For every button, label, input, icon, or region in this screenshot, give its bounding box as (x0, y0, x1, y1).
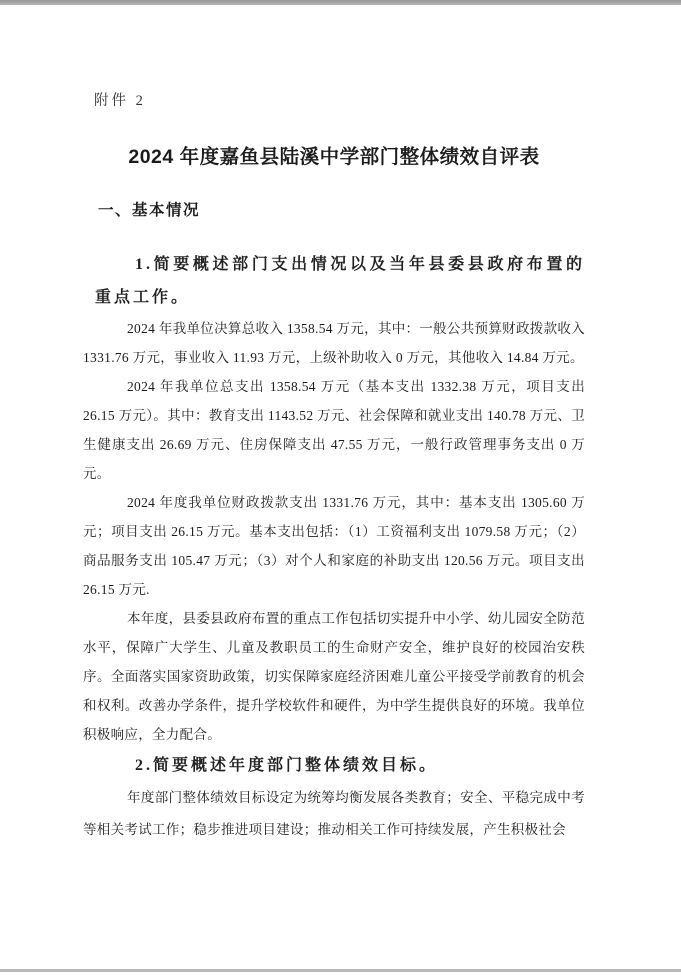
paragraph-fiscal-allocation: 2024 年度我单位财政拨款支出 1331.76 万元，其中：基本支出 1305.60 万元；项目支出 26.15 万元。基本支出包括：（1）工资福利支出 1079.58 万元；（2）商品服务支出 105.47 万元；（3）对个人和家庭的补助支出 120.56 万元。项目支出 26.15 万元. (83, 495, 585, 597)
paragraph-performance-goals: 年度部门整体绩效目标设定为统筹均衡发展各类教育；安全、平稳完成中考等相关考试工作；稳步推进项目建设；推动相关工作可持续发展，产生积极社会 (83, 790, 585, 837)
paragraph-key-tasks: 本年度，县委县政府布置的重点工作包括切实提升中小学、幼儿园安全防范水平，保障广大学生、儿童及教职员工的生命财产安全，维护良好的校园治安秩序。全面落实国家资助政策，切实保障家庭经济困难儿童公平接受学前教育的机会和权利。改善办学条件，提升学校软件和硬件，为中学生提供良好的环境。我单位积极响应，全力配合。 (83, 611, 585, 742)
subheading-expenditure-overview: 1.简要概述部门支出情况以及当年县委县政府布置的重点工作。 (95, 256, 585, 306)
paragraph-total-revenue: 2024 年我单位决算总收入 1358.54 万元，其中：一般公共预算财政拨款收入 1331.76 万元，事业收入 11.93 万元，上级补助收入 0 万元，其他收入 14.84 万元。 (83, 321, 585, 365)
subheading-performance-goals: 2.简要概述年度部门整体绩效目标。 (135, 757, 439, 774)
attachment-label: 附件 2 (94, 93, 146, 109)
paragraph-total-expenditure: 2024 年我单位总支出 1358.54 万元（基本支出 1332.38 万元，项目支出 26.15 万元）。其中：教育支出 1143.52 万元、社会保障和就业支出 140.78 万元、卫生健康支出 26.69 万元、住房保障支出 47.55 万元，一般行政管理事务支出 0 万元。 (83, 379, 585, 481)
page-content (83, 5, 585, 846)
page-bottom-edge (0, 969, 681, 972)
section-heading-basic-info: 一、基本情况 (98, 202, 201, 219)
document-title: 2024 年度嘉鱼县陆溪中学部门整体绩效自评表 (128, 146, 540, 168)
